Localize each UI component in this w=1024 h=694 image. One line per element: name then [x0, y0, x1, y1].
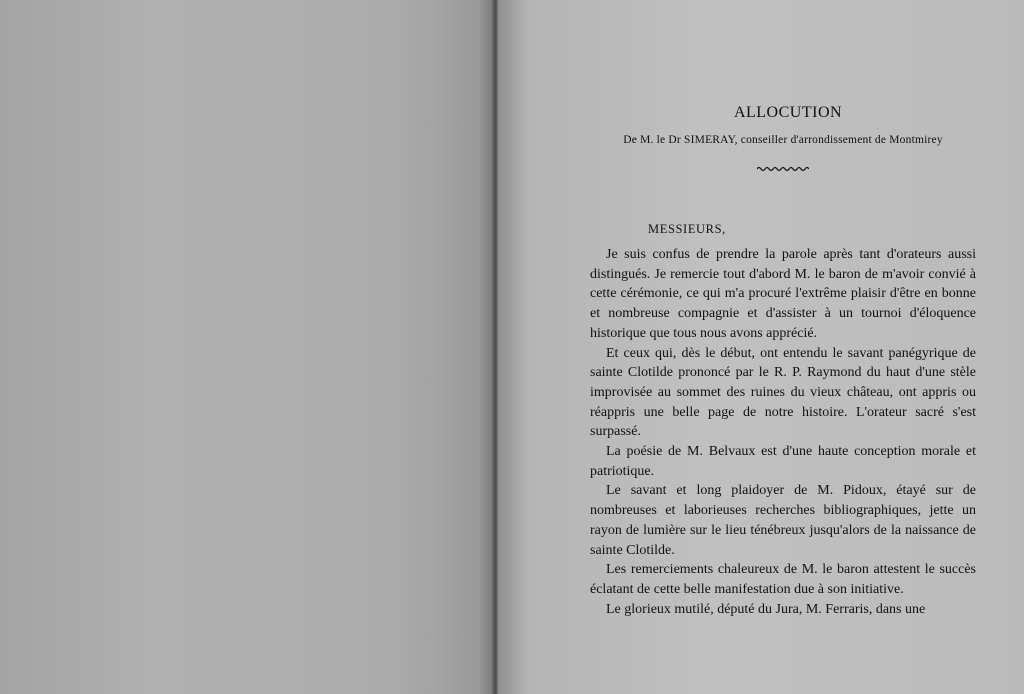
paragraph: La poésie de M. Belvaux est d'une haute conception morale et patriotique.	[590, 444, 976, 479]
salutation: MESSIEURS,	[648, 222, 726, 236]
paragraph: Je suis confus de prendre la parole après tant d'orateurs aussi distingués. Je remercie tout d'abord M. le baron de m'avoir convié à cette cérémonie, ce qui m'a procuré l'extrême plaisir d'être en bonne et nombreuse compagnie et d'assister à un tournoi d'éloquence historique que tous nous avons apprécié.	[590, 247, 976, 341]
left-page-blank	[0, 0, 494, 694]
paragraph: Et ceux qui, dès le début, ont entendu le savant panégyrique de sainte Clotilde prononcé par le R. P. Raymond du haut d'une stèle improvisée au sommet des ruines du vieux château, ont appris ou réappris une belle page de notre histoire. L'orateur sacré s'est surpassé.	[590, 345, 976, 440]
paragraph: Le glorieux mutilé, député du Jura, M. Ferraris, dans une	[606, 601, 926, 617]
body-text	[590, 245, 976, 619]
wavy-rule-ornament	[757, 166, 809, 172]
paragraph: Le savant et long plaidoyer de M. Pidoux, étayé sur de nombreuses et laborieuses recherches bibliographiques, jette un rayon de lumière sur le lieu ténébreux jusqu'alors de la naissance de sainte Clotilde.	[590, 483, 976, 558]
right-page-text	[590, 104, 976, 619]
page-subtitle: De M. le Dr SIMERAY, conseiller d'arrondissement de Montmirey	[623, 134, 943, 146]
paragraph: Les remerciements chaleureux de M. le baron attestent le succès éclatant de cette belle manifestation due à son initiative.	[590, 562, 976, 597]
page-title: ALLOCUTION	[733, 104, 843, 121]
